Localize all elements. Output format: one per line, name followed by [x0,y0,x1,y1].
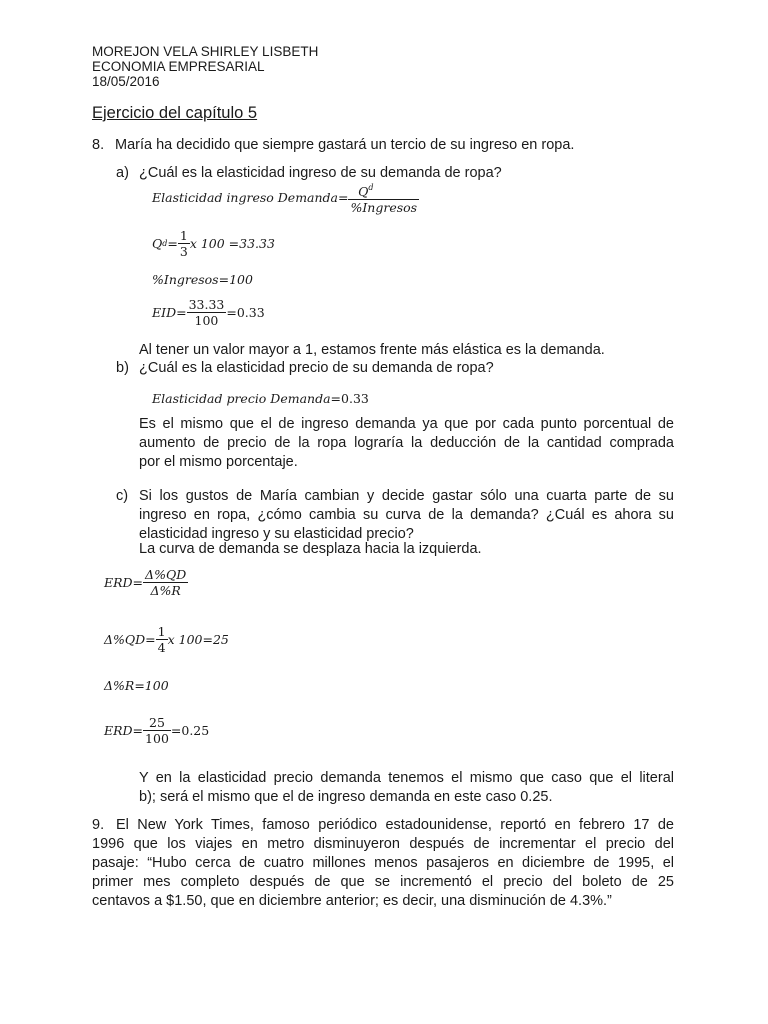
q8c-eq2-den: 4 [157,640,166,655]
q8b-letter: b) [116,360,129,376]
q8c-question-line-1: Si los gustos de María cambian y decide gastar sólo una cuarta parte de su [139,488,674,504]
q8a-eq1-sup: d [368,183,374,192]
course-name: ECONOMIA EMPRESARIAL [92,59,265,74]
q9-line-5: centavos a $1.50, que en diciembre anterior; es decir, una disminución de 4.3%.” [92,893,612,909]
page-title: Ejercicio del capítulo 5 [92,104,258,122]
q8c-question-line-2: ingreso en ropa, ¿cómo cambia su curva de la demanda? ¿Cuál es ahora su [139,507,674,523]
q8a-eq1-num: Q [358,184,369,199]
q8a-eq2-lhs: Q [152,236,163,251]
q8a-answer: Al tener un valor mayor a 1, estamos frente más elástica es la demanda. [139,342,605,358]
q8a-question: ¿Cuál es la elasticidad ingreso de su demanda de ropa? [139,165,502,181]
q8c-eq4-den: 100 [145,731,169,746]
q8a-eq4-num: 33.33 [188,297,225,312]
q8a-eq1-lhs: Elasticidad ingreso Demanda= [152,190,349,205]
q8a-eq1-den: %Ingresos [350,200,418,215]
q8a-eq4-lhs: EID= [152,305,187,320]
q8c-eq4-num: 25 [143,715,171,731]
q8c-eq4-rhs: =0.25 [170,723,210,738]
q8c-eq2-rhs: x 100=25 [167,632,229,647]
q8a-equation-4 [152,297,265,328]
q8a-letter: a) [116,165,129,181]
q8a-eq2-num: 1 [179,228,188,243]
q8b-equation [152,391,369,406]
q8c-eq4-lhs: ERD= [104,723,144,738]
q8-number: 8. [92,137,105,153]
q8c-equation-2 [104,624,229,655]
q8c-equation-4 [104,715,209,746]
q8b-answer-line-1: Es el mismo que el de ingreso demanda ya que por cada punto porcentual de [139,416,674,432]
q8a-eq4-den: 100 [194,313,219,328]
q8c-question-line-3: elasticidad ingreso y su elasticidad precio? [139,526,414,542]
q8b-question: ¿Cuál es la elasticidad precio de su demanda de ropa? [139,360,494,376]
q8c-conclusion [139,769,674,807]
q8c-question [139,487,674,544]
q8b-eq-val: 0.33 [341,391,369,406]
q9-line-1: El New York Times, famoso periódico estadounidense, reportó en febrero 17 de [116,817,674,833]
q8a-equation-2 [152,228,275,259]
q8c-eq2-lhs: Δ%QD= [104,632,156,647]
q8a-eq2-rhs: x 100 =33.33 [189,236,275,251]
q8a-eq2-den: 3 [179,244,188,259]
q8-text: María ha decidido que siempre gastará un tercio de su ingreso en ropa. [115,137,575,153]
q9-text [92,816,674,911]
q8c-equation-1 [104,567,188,598]
q8c-conclusion-line-1: Y en la elasticidad precio demanda tenemos el mismo que caso que el literal [139,770,674,786]
q9-line-3: pasaje: “Hubo cerca de cuatro millones menos pasajeros en diciembre de 1995, el [92,855,674,871]
q8b-answer-line-3: por el mismo porcentaje. [139,454,298,470]
q9-number: 9. [92,817,105,833]
q8b-answer [139,415,674,472]
q8b-eq-lhs: Elasticidad precio Demanda= [152,391,342,406]
q8a-eq2-sup: d [162,239,168,248]
q8c-eq1-num: Δ%QD [145,567,187,582]
q8a-equation-1 [152,180,419,215]
q8b-answer-line-2: aumento de precio de la ropa lograría la deducción de la cantidad comprada [139,435,674,451]
q8a-eq2-eq: = [167,236,178,251]
q8a-equation-3: %Ingresos=100 [152,272,253,287]
q8c-equation-3: Δ%R=100 [104,678,169,693]
q8c-eq1-lhs: ERD= [104,575,144,590]
q8c-eq1-den: Δ%R [150,583,181,598]
q9-line-4: primer mes completo después de que se incrementó el precio del boleto de 25 [92,874,674,890]
q8a-eq4-rhs: =0.33 [226,305,265,320]
author-name: MOREJON VELA SHIRLEY LISBETH [92,44,319,59]
document-date: 18/05/2016 [92,74,160,89]
q8c-eq2-num: 1 [157,624,166,639]
q8c-conclusion-line-2: b); será el mismo que el de ingreso demanda en este caso 0.25. [139,789,553,805]
q8c-answer: La curva de demanda se desplaza hacia la izquierda. [139,541,482,557]
q8c-letter: c) [116,488,129,504]
q9-line-2: 1996 que los viajes en metro disminuyeron después de incrementar el precio del [92,836,674,852]
